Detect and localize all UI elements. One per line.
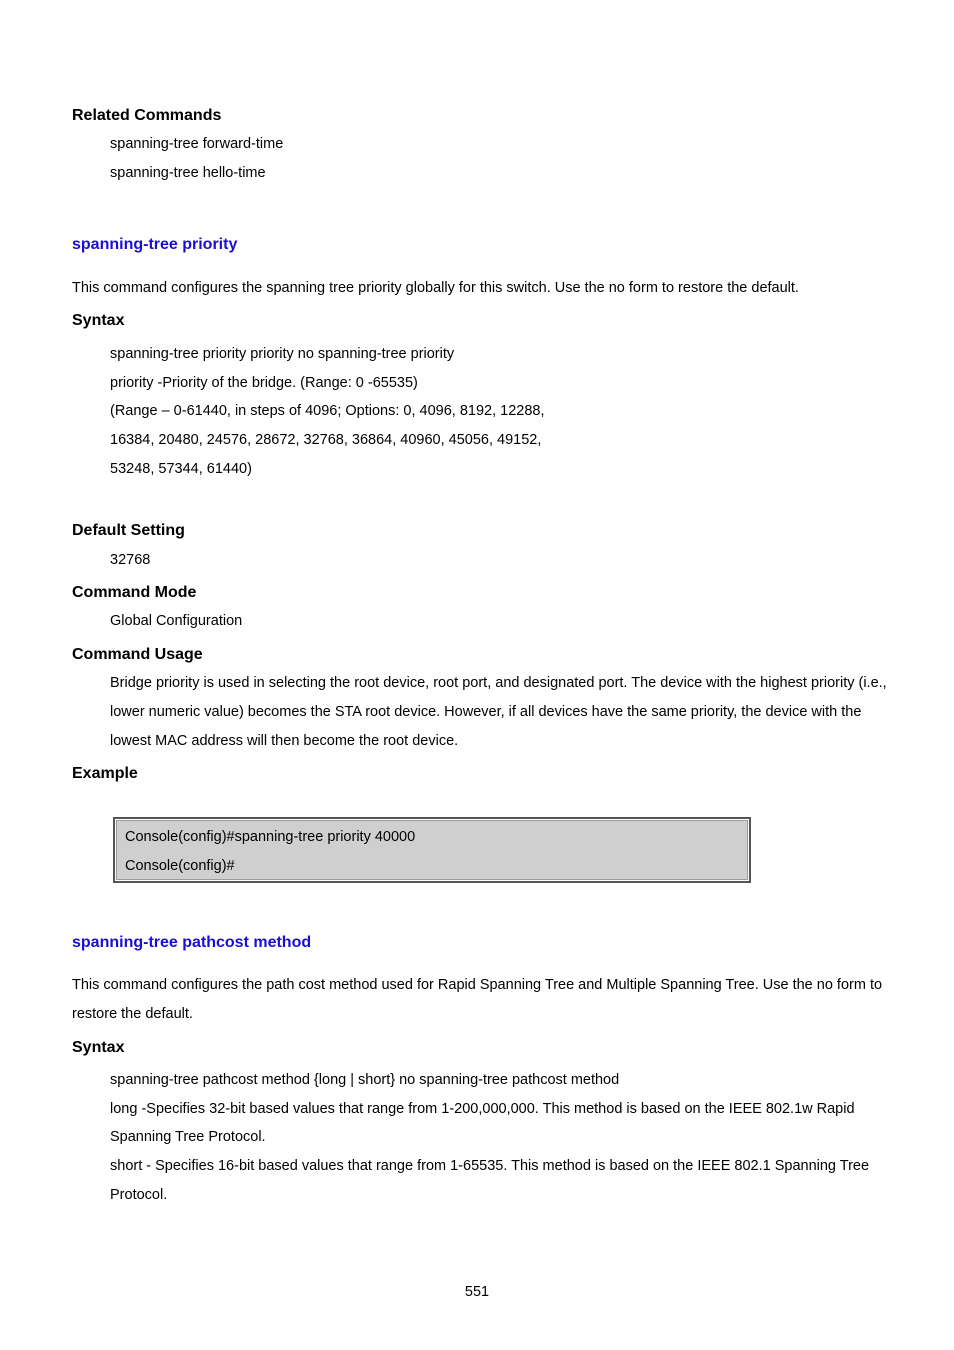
command-mode-heading: Command Mode — [72, 584, 197, 601]
syntax-line: (Range – 0-61440, in steps of 4096; Options: 0, 4096, 8192, 12288, — [110, 403, 545, 419]
syntax-line: priority -Priority of the bridge. (Range: 0 -65535) — [110, 375, 418, 391]
syntax-line: long -Specifies 32-bit based values that range from 1-200,000,000. This method is based on the IEEE 802.1w Rapid — [110, 1101, 855, 1117]
command-description: restore the default. — [72, 1006, 193, 1022]
syntax-line: spanning-tree pathcost method {long | short} no spanning-tree pathcost method — [110, 1072, 620, 1088]
code-line: Console(config)# — [125, 858, 235, 874]
command-description: This command configures the path cost method used for Rapid Spanning Tree and Multiple Spanning Tree. Use the no form to — [72, 977, 883, 993]
page-number: 551 — [464, 1284, 490, 1300]
syntax-line: short - Specifies 16-bit based values that range from 1-65535. This method is based on the IEEE 802.1 Spanning Tree — [110, 1158, 870, 1174]
syntax-heading: Syntax — [72, 1039, 125, 1056]
related-commands-heading: Related Commands — [72, 107, 222, 124]
example-heading: Example — [72, 765, 138, 782]
usage-line: lowest MAC address will then become the root device. — [110, 733, 459, 749]
syntax-heading: Syntax — [72, 312, 125, 329]
related-command-item: spanning-tree forward-time — [110, 136, 284, 152]
syntax-line: 53248, 57344, 61440) — [110, 461, 252, 477]
syntax-line: Protocol. — [110, 1187, 168, 1203]
syntax-line: spanning-tree priority priority no spanning-tree priority — [110, 346, 455, 362]
command-description: This command configures the spanning tree priority globally for this switch. Use the no form to restore the default. — [72, 280, 799, 296]
command-usage-heading: Command Usage — [72, 646, 203, 663]
usage-line: lower numeric value) becomes the STA root device. However, if all devices have the same priority, the device with the — [110, 704, 862, 720]
syntax-line: 16384, 20480, 24576, 28672, 32768, 36864, 40960, 45056, 49152, — [110, 432, 542, 448]
default-setting-value: 32768 — [110, 552, 151, 568]
command-mode-value: Global Configuration — [110, 613, 243, 629]
example-code-box — [113, 817, 751, 883]
usage-line: Bridge priority is used in selecting the root device, root port, and designated port. The device with the highest priority (i.e., — [110, 675, 887, 691]
code-line: Console(config)#spanning-tree priority 40000 — [125, 829, 416, 845]
related-command-item: spanning-tree hello-time — [110, 165, 266, 181]
default-setting-heading: Default Setting — [72, 522, 185, 539]
syntax-line: Spanning Tree Protocol. — [110, 1129, 266, 1145]
command-title-pathcost: spanning-tree pathcost method — [72, 934, 312, 951]
command-title-priority: spanning-tree priority — [72, 236, 238, 253]
